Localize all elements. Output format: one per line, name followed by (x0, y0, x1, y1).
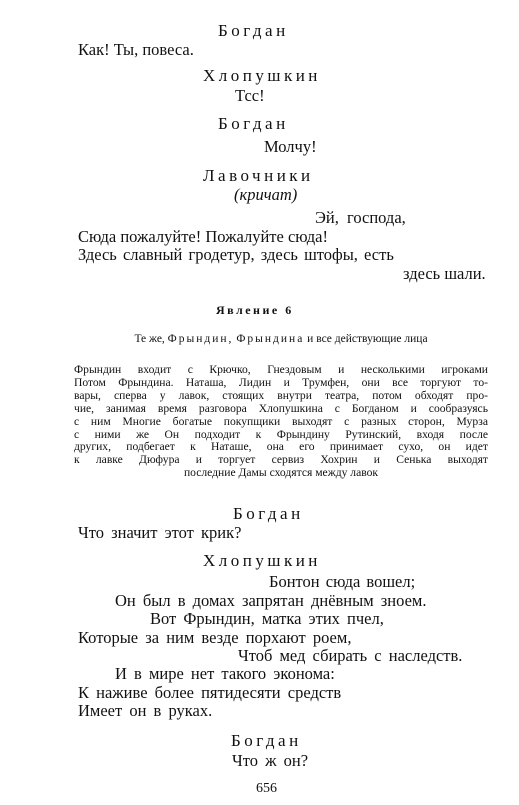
stage-direction (74, 364, 488, 480)
verse-line: Эй, господа, (315, 208, 406, 227)
verse-line: здесь шали. (403, 264, 486, 283)
speaker-khlopushkin: Хлопушкин (203, 551, 321, 570)
direction-line: последние Дамы сходятся между лавок (183, 466, 379, 480)
direction-line: Потом Фрындина. Наташа, Лидин и Трумфен, они все торгуют то- (74, 375, 488, 389)
direction-line: других, подбегает к Наташе, она его принимает сухо, он идет (74, 440, 488, 454)
speaker-bogdan: Богдан (233, 504, 304, 523)
verse-line: И в мире нет такого эконома: (115, 664, 335, 683)
cast-suffix: и все действующие лица (307, 333, 428, 345)
verse-line: Он был в домах запрятан днёвным зноем. (115, 591, 427, 610)
direction-line: Фрындин входит с Крючко, Гнездовым и несколькими игроками (74, 363, 488, 376)
speaker-bogdan: Богдан (231, 731, 302, 750)
speaker-lavochniki: Лавочники (203, 166, 314, 185)
direction-line: вары, сперва у лавок, стоящих внутри театра, потом обходят про- (74, 388, 488, 402)
direction-line: к лавке Дюфура и торгует сервиз Хохрин и Сенька выходят (74, 453, 488, 467)
direction-line: с ним Многие богатые покупщики выходят с разных сторон, Мурза (74, 414, 488, 428)
verse-line: Тсс! (235, 86, 265, 105)
cast-name: Фрындина (236, 333, 305, 345)
cast-line (74, 334, 488, 346)
page-number: 656 (256, 781, 277, 796)
speaker-bogdan: Богдан (218, 114, 289, 133)
direction-line: с ними же Он подходит к Фрындину Рутинский, входя после (74, 427, 488, 441)
verse-line: Молчу! (264, 137, 317, 156)
verse-line: Как! Ты, повеса. (78, 40, 194, 59)
stage-remark: (кричат) (234, 185, 298, 204)
speaker-khlopushkin: Хлопушкин (203, 66, 321, 85)
verse-line: Вот Фрындин, матка этих пчел, (150, 609, 384, 628)
verse-line: К наживе более пятидесяти средств (78, 683, 342, 702)
verse-line: Что ж он? (232, 751, 309, 770)
verse-line: Бонтон сюда вошел; (269, 572, 416, 591)
verse-line: Имеет он в руках. (78, 701, 213, 720)
verse-line: Которые за ним везде порхают роем, (78, 628, 352, 647)
verse-line: Чтоб мед сбирать с наследств. (238, 646, 463, 665)
verse-line: Сюда пожалуйте! Пожалуйте сюда! (78, 227, 328, 246)
cast-prefix: Те же, (134, 333, 165, 345)
verse-line: Что значит этот крик? (78, 523, 242, 542)
verse-line: Здесь славный гродетур, здесь штофы, есть (78, 245, 394, 264)
cast-name: Фрындин, (167, 333, 234, 345)
speaker-bogdan: Богдан (218, 21, 289, 40)
scene-heading: Явление 6 (216, 303, 294, 317)
direction-line: чие, занимая время разговора Хлопушкина с Богданом и сообразуясь (74, 401, 488, 415)
